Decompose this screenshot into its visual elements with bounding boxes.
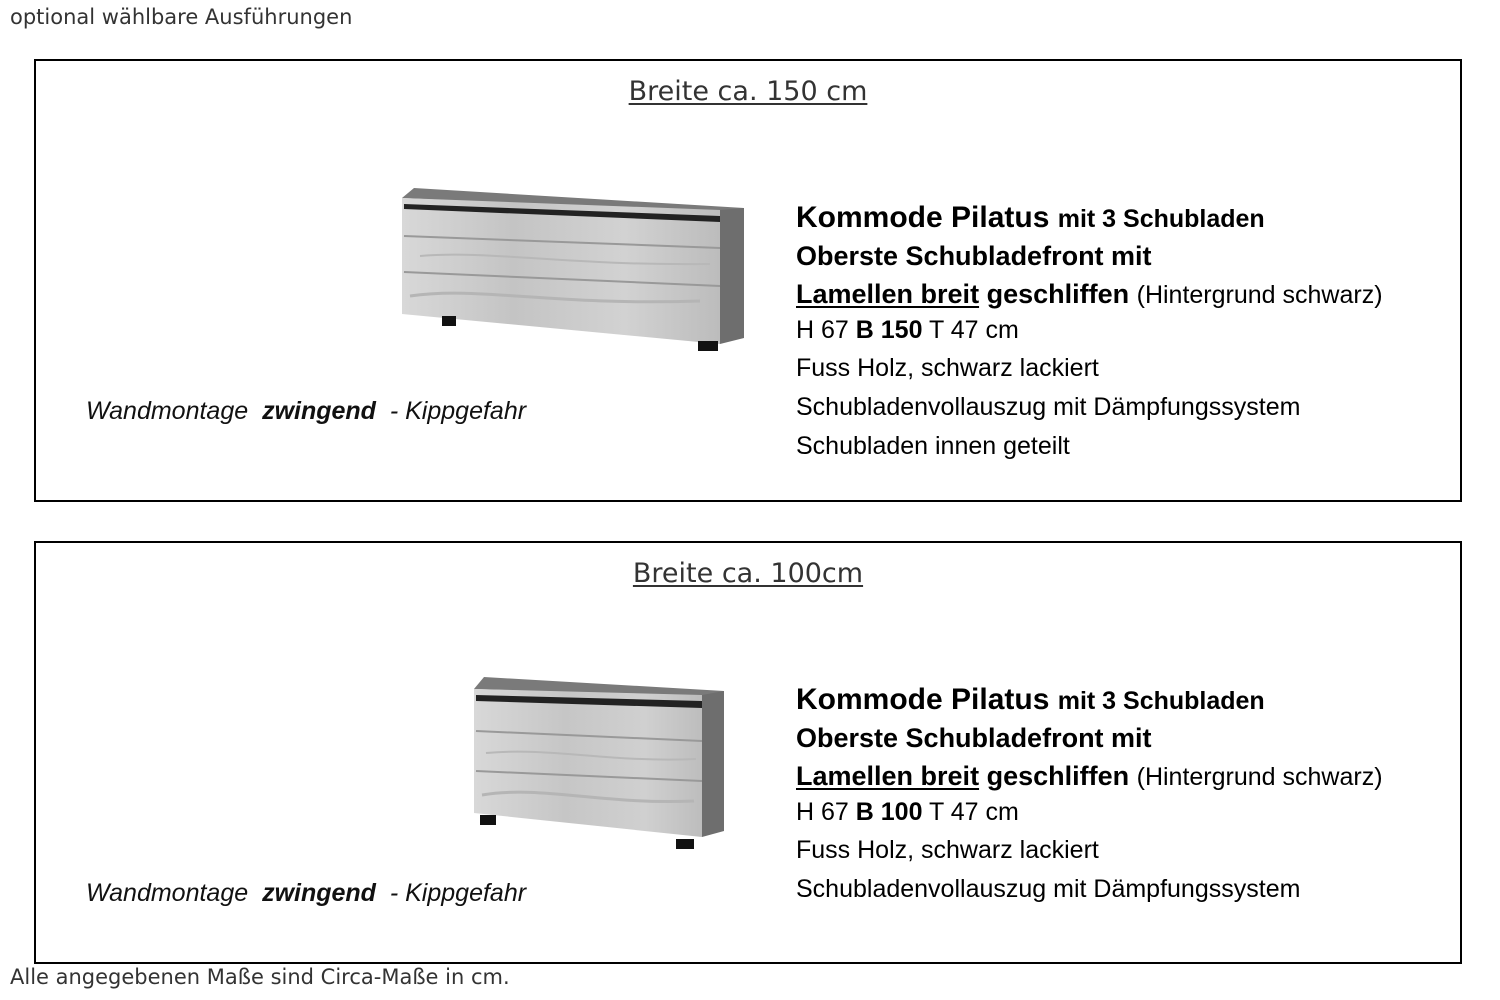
footer-note: Alle angegebenen Maße sind Circa-Maße in cm. (10, 965, 510, 989)
product-specs (796, 201, 1383, 471)
intro-text: optional wählbare Ausführungen (10, 5, 353, 29)
drawer-interior-description: Schubladen innen geteilt (796, 432, 1070, 460)
variant-title: Breite ca. 100cm (632, 558, 864, 589)
product-name-line: Kommode Pilatus mit 3 Schubladen (796, 201, 1265, 234)
product-specs (796, 683, 1383, 914)
variant-card-150 (34, 59, 1462, 502)
drawer-system-description: Schubladenvollauszug mit Dämpfungssystem (796, 875, 1301, 903)
dimensions-line: H 67 B 100 T 47 cm (796, 798, 1019, 826)
cabinet-150-image (400, 186, 750, 366)
drawer-system-description: Schubladenvollauszug mit Dämpfungssystem (796, 393, 1301, 421)
front-description: Oberste Schubladefront mit (796, 723, 1152, 753)
foot-description: Fuss Holz, schwarz lackiert (796, 836, 1099, 864)
foot-description: Fuss Holz, schwarz lackiert (796, 354, 1099, 382)
lamellen-line: Lamellen breit geschliffen (Hintergrund schwarz) (796, 761, 1383, 791)
variant-card-100 (34, 541, 1462, 964)
lamellen-line: Lamellen breit geschliffen (Hintergrund schwarz) (796, 279, 1383, 309)
wall-mount-warning: Wandmontage zwingend - Kippgefahr (86, 397, 527, 425)
wall-mount-warning: Wandmontage zwingend - Kippgefahr (86, 879, 527, 907)
front-description: Oberste Schubladefront mit (796, 241, 1152, 271)
product-name-line: Kommode Pilatus mit 3 Schubladen (796, 683, 1265, 716)
cabinet-100-image (472, 675, 732, 865)
variant-title: Breite ca. 150 cm (628, 76, 868, 107)
dimensions-line: H 67 B 150 T 47 cm (796, 316, 1019, 344)
